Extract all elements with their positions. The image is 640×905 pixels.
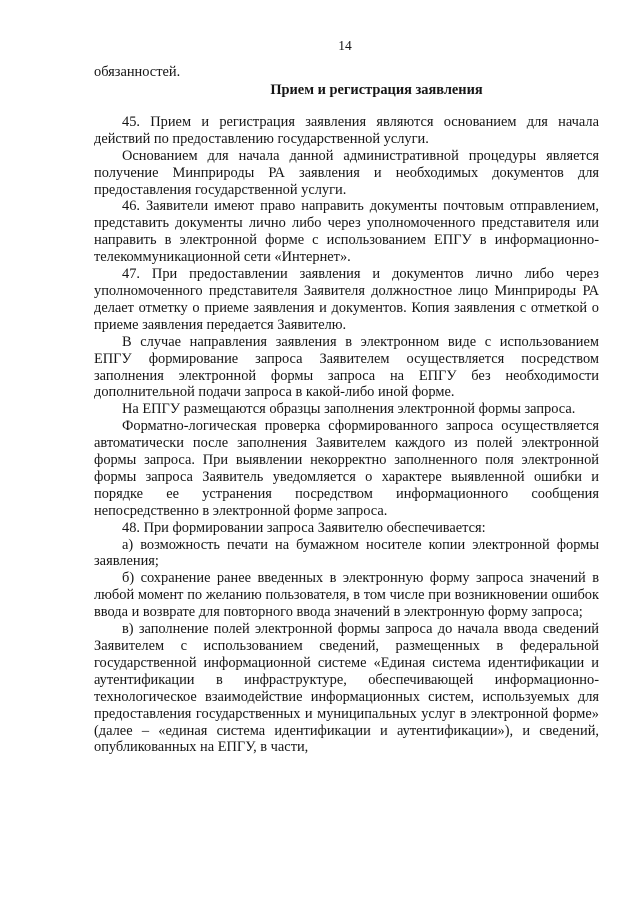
page-number: 14 <box>338 38 352 53</box>
paragraph-electronic: В случае направления заявления в электронном виде с использованием ЕПГУ формирование запроса Заявителем осуществляется посредством заполнения электронной формы запроса на ЕПГУ без необходимости дополнительной подачи запроса в какой-либо иной форме. <box>94 333 599 401</box>
paragraph-validation: Форматно-логическая проверка сформированного запроса осуществляется автоматически после заполнения Заявителем каждого из полей электронной формы запроса. При выявлении некорректно заполненного поля электронной формы запроса Заявитель уведомляется о характере выявленной ошибки и порядке ее устранения посредством информационного сообщения непосредственно в электронной форме запроса. <box>94 418 599 519</box>
paragraph-45: 45. Прием и регистрация заявления являются основанием для начала действий по предоставлению государственной услуги. <box>94 113 599 147</box>
list-item-v: в) заполнение полей электронной формы запроса до начала ввода сведений Заявителем с использованием сведений, размещенных в федеральной государственной информационной системе «Единая система идентификации и аутентификации в инфраструктуре, обеспечивающей информационно-технологическое взаимодействие информационных систем, используемых для предоставления государственных и муниципальных услуг в электронной форме» (далее – «единая система идентификации и аутентификации»), и сведений, опубликованных на ЕПГУ, в части, <box>94 621 599 756</box>
body-text <box>94 64 599 756</box>
paragraph-47: 47. При предоставлении заявления и документов лично либо через уполномоченного представителя Заявителя должностное лицо Минприроды РА делает отметку о приеме заявления и документов. Копия заявления с отметкой о приеме заявления передается Заявителю. <box>94 266 599 333</box>
section-heading: Прием и регистрация заявления <box>270 81 483 98</box>
paragraph-basis: Основанием для начала данной административной процедуры является получение Минприроды РА заявления и необходимых документов для предоставления государственной услуги. <box>94 147 599 198</box>
paragraph-46: 46. Заявители имеют право направить документы почтовым отправлением, представить документы лично либо через уполномоченного представителя или направить в электронной форме с использованием ЕПГУ в информационно-телекоммуникационной сети «Интернет». <box>94 198 599 266</box>
paragraph-samples: На ЕПГУ размещаются образцы заполнения электронной формы запроса. <box>122 401 576 418</box>
list-item-b: б) сохранение ранее введенных в электронную форму запроса значений в любой момент по желанию пользователя, в том числе при возникновении ошибок ввода и возврате для повторного ввода значений в электронную форму запроса; <box>94 570 599 621</box>
list-item-a: а) возможность печати на бумажном носителе копии электронной формы заявления; <box>94 536 599 570</box>
lead-line: обязанностей. <box>94 64 181 80</box>
paragraph-48: 48. При формировании запроса Заявителю обеспечивается: <box>122 519 486 536</box>
